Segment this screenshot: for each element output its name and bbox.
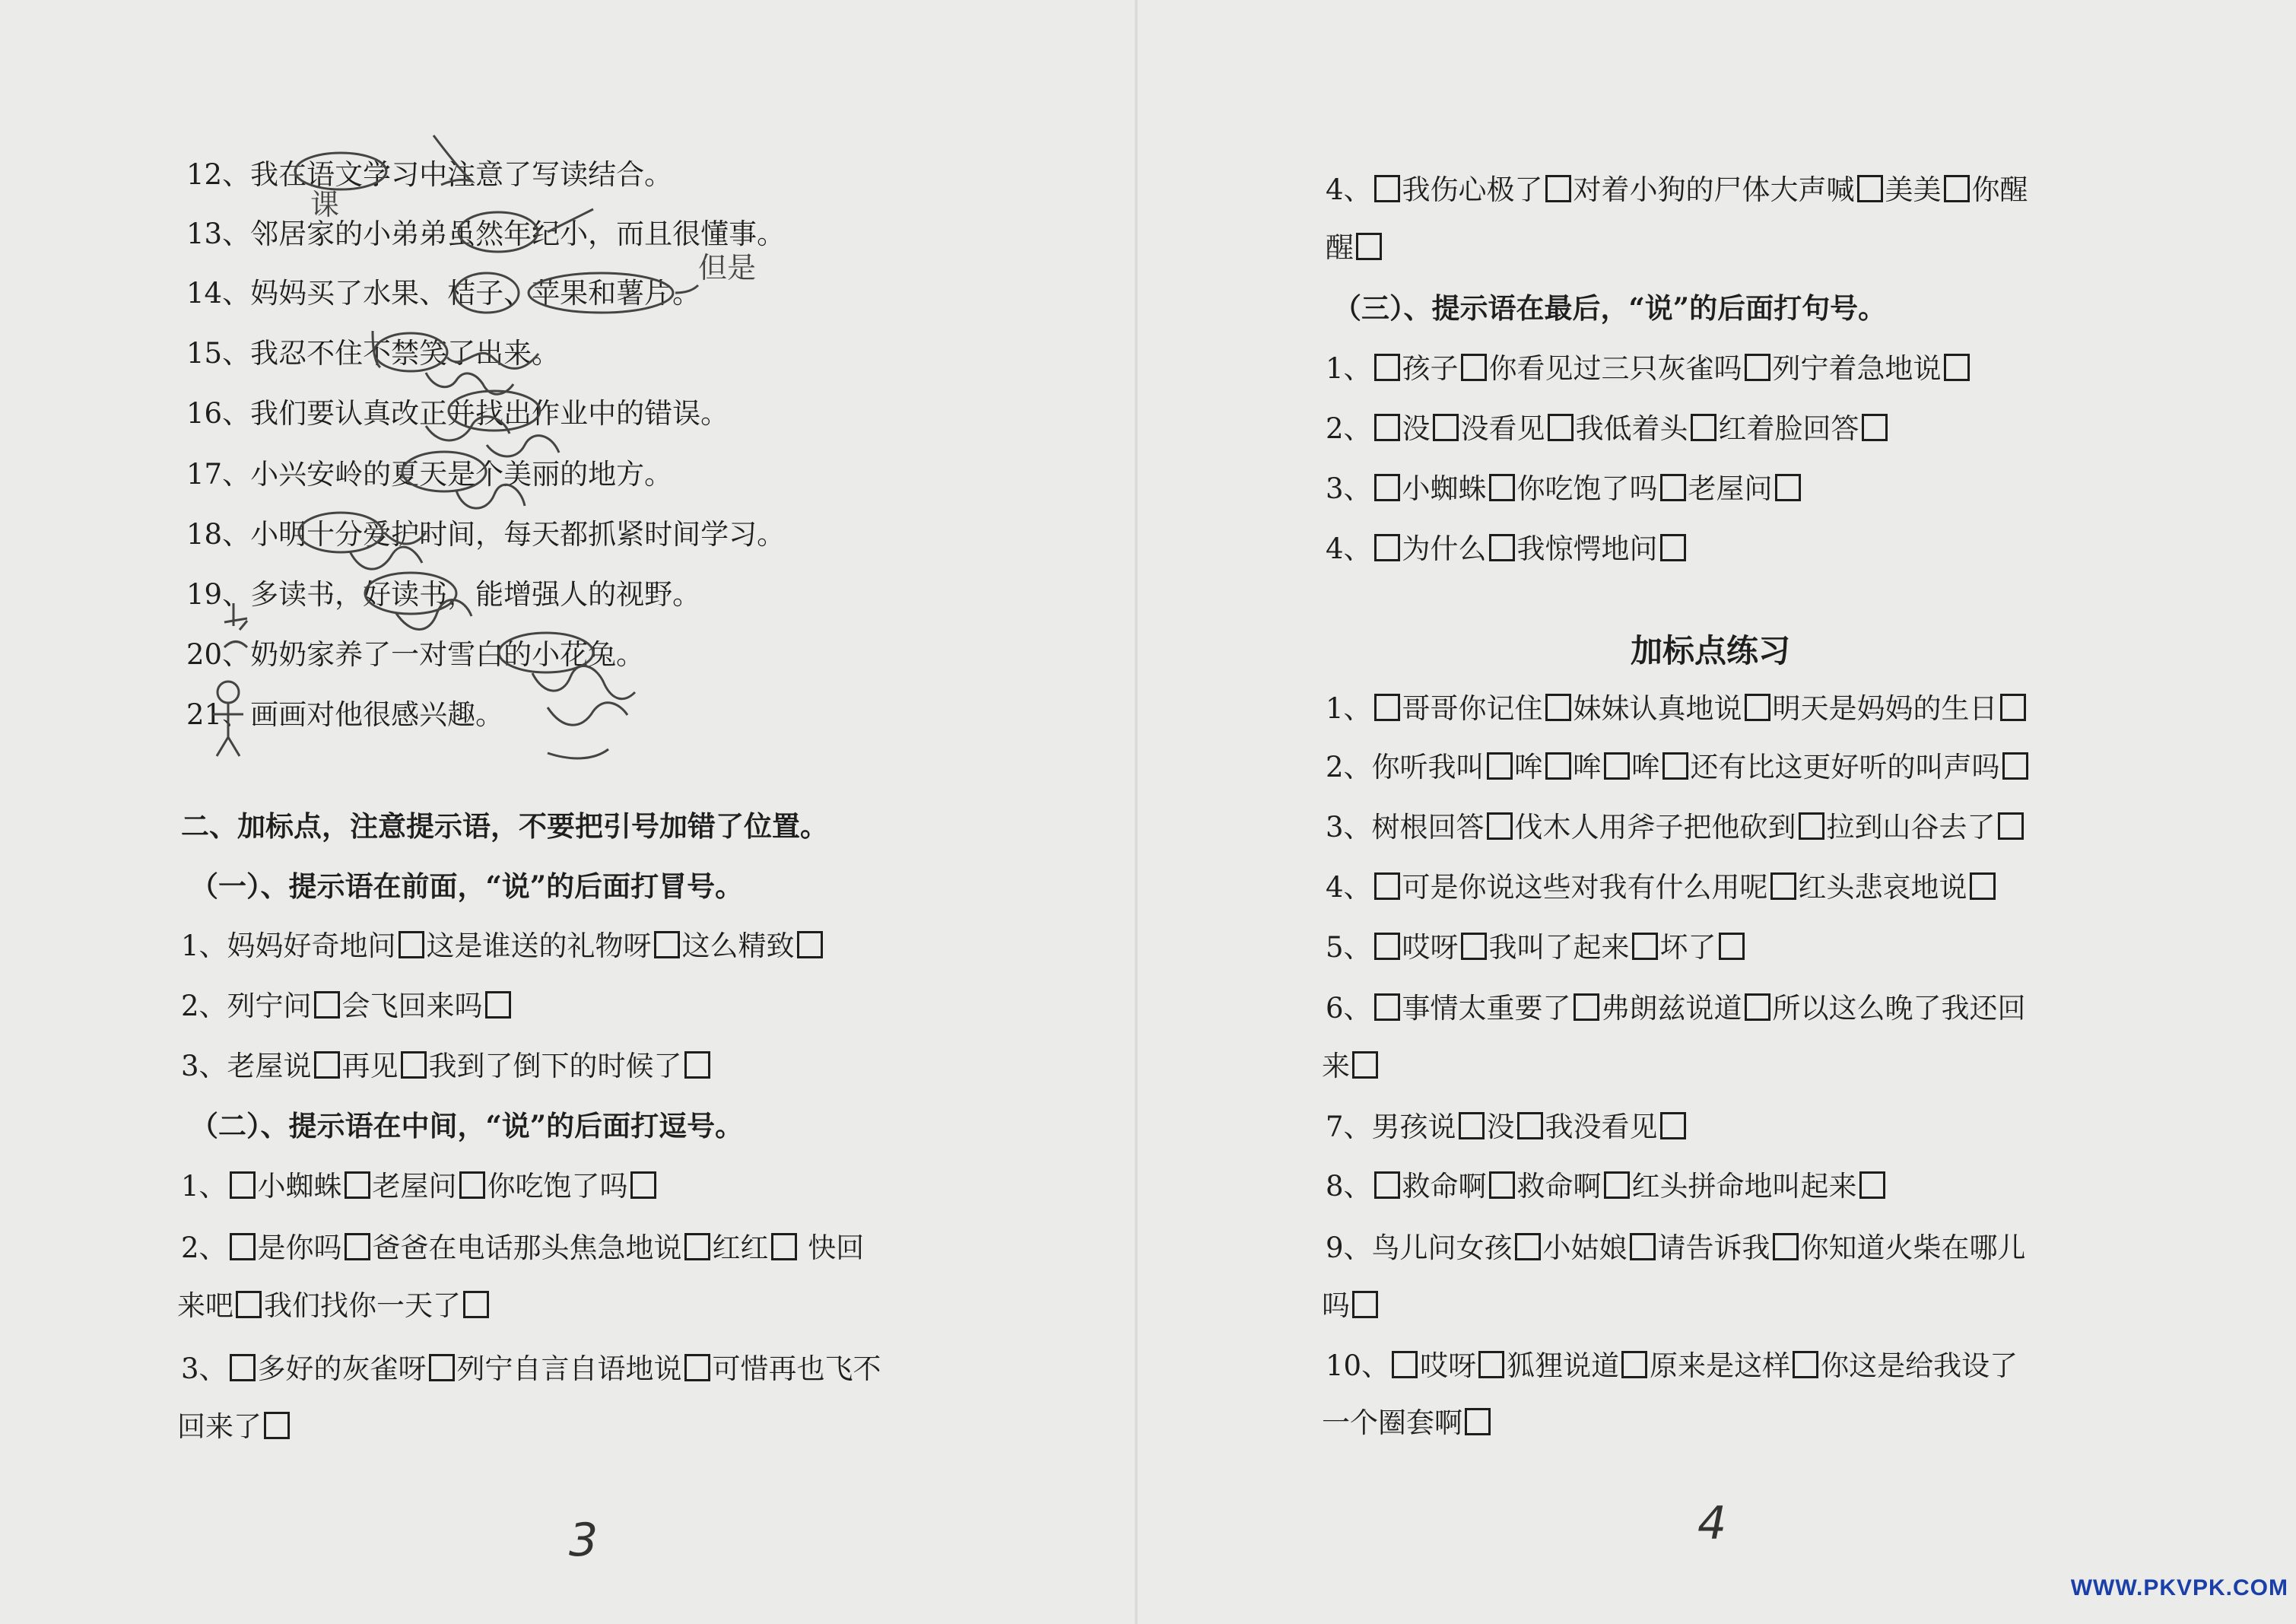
blank-box[interactable]	[1461, 354, 1487, 381]
blank-box[interactable]	[1775, 474, 1801, 501]
blank-box[interactable]	[797, 931, 823, 958]
blank-box[interactable]	[1459, 1112, 1485, 1139]
blank-box[interactable]	[684, 1051, 710, 1079]
blank-box[interactable]	[1465, 1408, 1491, 1435]
blank-box[interactable]	[1374, 175, 1400, 202]
practice-item-9: 9、鸟儿问女孩 小姑娘 请告诉我 你知道火柴在哪儿	[1326, 1232, 2026, 1264]
sentence-21: 21、画画对他很感兴趣。	[186, 698, 504, 731]
blank-box[interactable]	[1356, 233, 1382, 260]
sentence-14: 14、妈妈买了水果、桔子、苹果和薯片。	[186, 277, 701, 310]
blank-box[interactable]	[1489, 534, 1515, 561]
part-two-item-3: 3、 多好的灰雀呀 列宁自言自语地说 可惜再也飞不	[181, 1352, 881, 1385]
blank-box[interactable]	[345, 1233, 370, 1260]
blank-box[interactable]	[1489, 474, 1515, 501]
blank-box[interactable]	[654, 931, 680, 958]
practice-item-5: 5、 哎呀 我叫了起来 坏了	[1326, 930, 1747, 966]
blank-box[interactable]	[1660, 534, 1686, 561]
blank-box[interactable]	[1944, 354, 1970, 381]
blank-box[interactable]	[1545, 752, 1571, 780]
blank-box[interactable]	[1862, 414, 1888, 441]
blank-box[interactable]	[771, 1233, 797, 1260]
blank-box[interactable]	[1374, 354, 1400, 381]
blank-box[interactable]	[1660, 1112, 1686, 1139]
blank-box[interactable]	[1859, 1171, 1885, 1199]
part-three-title: （三）、提示语在最后，“说”的后面打句号。	[1333, 291, 1887, 325]
blank-box[interactable]	[463, 1291, 489, 1318]
left-page	[0, 0, 1133, 1624]
blank-box[interactable]	[1517, 1112, 1543, 1139]
blank-box[interactable]	[401, 1051, 427, 1079]
blank-box[interactable]	[1374, 993, 1400, 1021]
practice-item-3: 3、树根回答 伐木人用斧子把他砍到 拉到山谷去了	[1326, 809, 2026, 846]
part-three-item-2: 2、 没 没看见 我低着头 红着脸回答	[1326, 411, 1890, 447]
part-two-item-4: 4、 我伤心极了 对着小狗的尸体大声喊 美美 你醒	[1326, 173, 2028, 206]
blank-box[interactable]	[1374, 534, 1400, 561]
blank-box[interactable]	[399, 931, 424, 958]
blank-box[interactable]	[1487, 752, 1513, 780]
blank-box[interactable]	[1970, 872, 1996, 900]
part-two-item-2: 2、 是你吗 爸爸在电话那头焦急地说 红红 快回	[181, 1232, 865, 1264]
blank-box[interactable]	[1548, 414, 1574, 441]
sentence-19: 19、多读书，好读书，能增强人的视野。	[186, 578, 701, 611]
practice-item-9-cont: 吗	[1322, 1288, 1380, 1324]
blank-box[interactable]	[1604, 1171, 1630, 1199]
blank-box[interactable]	[429, 1354, 455, 1381]
part-three-item-3: 3、 小蜘蛛 你吃饱了吗 老屋问	[1326, 471, 1803, 507]
blank-box[interactable]	[1374, 474, 1400, 501]
blank-box[interactable]	[345, 1171, 370, 1199]
right-page	[1141, 0, 2296, 1624]
sentence-15: 15、我忍不住不禁笑了出来。	[186, 337, 561, 370]
blank-box[interactable]	[1478, 1351, 1504, 1378]
blank-box[interactable]	[264, 1412, 290, 1439]
blank-box[interactable]	[1719, 933, 1745, 960]
practice-item-8: 8、 救命啊 救命啊 红头拼命地叫起来	[1326, 1168, 1888, 1205]
blank-box[interactable]	[236, 1291, 262, 1318]
handwritten-correction-ke: 课	[310, 188, 340, 221]
sentence-17: 17、小兴安岭的夏天是个美丽的地方。	[186, 458, 673, 491]
blank-box[interactable]	[2000, 694, 2026, 721]
blank-box[interactable]	[1374, 1171, 1400, 1199]
blank-box[interactable]	[684, 1354, 710, 1381]
blank-box[interactable]	[1374, 872, 1400, 900]
blank-box[interactable]	[1745, 993, 1770, 1021]
sentence-13: 13、邻居家的小弟弟虽然年纪小，而且很懂事。	[186, 218, 786, 250]
part-three-item-4: 4、 为什么 我惊愕地问	[1326, 531, 1688, 567]
blank-box[interactable]	[1545, 694, 1571, 721]
blank-box[interactable]	[1793, 1351, 1818, 1378]
practice-item-4: 4、 可是你说这些对我有什么用呢 红头悲哀地说	[1326, 869, 1998, 906]
blank-box[interactable]	[1630, 1233, 1656, 1260]
practice-item-10: 10、 哎呀 狐狸说道 原来是这样 你这是给我设了	[1326, 1349, 2018, 1382]
blank-box[interactable]	[230, 1354, 256, 1381]
blank-box[interactable]	[1574, 993, 1599, 1021]
blank-box[interactable]	[2002, 752, 2028, 780]
blank-box[interactable]	[1392, 1351, 1418, 1378]
part-one-item-1: 1、妈妈好奇地问 这是谁送的礼物呀 这么精致	[181, 928, 825, 965]
practice-title: 加标点练习	[1631, 632, 1791, 669]
blank-box[interactable]	[630, 1171, 656, 1199]
blank-box[interactable]	[1374, 414, 1400, 441]
page-fold	[1135, 0, 1138, 1624]
blank-box[interactable]	[1632, 933, 1658, 960]
page-number-right: 4	[1697, 1497, 1727, 1550]
blank-box[interactable]	[1461, 933, 1487, 960]
practice-item-6-cont: 来	[1322, 1048, 1380, 1085]
blank-box[interactable]	[1944, 175, 1970, 202]
part-one-item-3: 3、老屋说 再见 我到了倒下的时候了	[181, 1048, 713, 1085]
practice-item-1: 1、 哥哥你记住 妹妹认真地说 明天是妈妈的生日	[1326, 691, 2028, 727]
practice-item-6: 6、 事情太重要了 弗朗兹说道 所以这么晚了我还回	[1326, 992, 2026, 1025]
blank-box[interactable]	[1745, 694, 1770, 721]
blank-box[interactable]	[314, 1051, 340, 1079]
practice-item-10-cont: 一个圈套啊	[1322, 1405, 1493, 1441]
part-two-item-3-cont: 回来了	[177, 1409, 292, 1445]
blank-box[interactable]	[1604, 752, 1630, 780]
sentence-20: 20、奶奶家养了一对雪白的小花兔。	[186, 638, 645, 671]
part-two-item-4-cont: 醒	[1326, 230, 1384, 266]
sentence-18: 18、小明十分爱护时间，每天都抓紧时间学习。	[186, 518, 786, 551]
blank-box[interactable]	[1998, 812, 2024, 840]
blank-box[interactable]	[1799, 812, 1824, 840]
practice-item-7: 7、男孩说 没 我没看见	[1326, 1109, 1688, 1146]
sentence-16: 16、我们要认真改正并找出作业中的错误。	[186, 397, 729, 430]
blank-box[interactable]	[1487, 812, 1513, 840]
blank-box[interactable]	[1352, 1051, 1378, 1079]
page-number-left: 3	[569, 1514, 599, 1567]
part-two-item-1: 1、 小蜘蛛 老屋问 你吃饱了吗	[181, 1168, 659, 1205]
blank-box[interactable]	[1621, 1351, 1647, 1378]
blank-box[interactable]	[485, 991, 511, 1019]
blank-box[interactable]	[1770, 872, 1796, 900]
blank-box[interactable]	[1352, 1291, 1378, 1318]
blank-box[interactable]	[1374, 933, 1400, 960]
blank-box[interactable]	[1489, 1171, 1515, 1199]
blank-box[interactable]	[230, 1233, 256, 1260]
blank-box[interactable]	[1857, 175, 1883, 202]
blank-box[interactable]	[1773, 1233, 1799, 1260]
watermark: WWW.PKVPK.COM	[2070, 1575, 2288, 1600]
part-one-title: （一）、提示语在前面，“说”的后面打冒号。	[190, 869, 744, 903]
blank-box[interactable]	[1691, 414, 1716, 441]
part-one-item-2: 2、列宁问 会飞回来吗	[181, 988, 513, 1025]
part-three-item-1: 1、 孩子 你看见过三只灰雀吗 列宁着急地说	[1326, 351, 1972, 387]
blank-box[interactable]	[1374, 694, 1400, 721]
blank-box[interactable]	[684, 1233, 710, 1260]
blank-box[interactable]	[1745, 354, 1770, 381]
section-two-title: 二、加标点，注意提示语，不要把引号加错了位置。	[181, 809, 828, 843]
blank-box[interactable]	[1660, 474, 1686, 501]
blank-box[interactable]	[314, 991, 340, 1019]
blank-box[interactable]	[459, 1171, 485, 1199]
blank-box[interactable]	[1545, 175, 1571, 202]
blank-box[interactable]	[1662, 752, 1688, 780]
part-two-item-2-cont: 来吧 我们找你一天了	[177, 1288, 491, 1324]
blank-box[interactable]	[1515, 1233, 1541, 1260]
part-two-title: （二）、提示语在中间，“说”的后面打逗号。	[190, 1109, 744, 1143]
handwritten-correction-danshi: 但是	[698, 251, 757, 284]
practice-item-2: 2、你听我叫 哞 哞 哞 还有比这更好听的叫声吗	[1326, 749, 2031, 786]
blank-box[interactable]	[1433, 414, 1459, 441]
blank-box[interactable]	[230, 1171, 256, 1199]
sentence-12: 12、我在语文学习中注意了写读结合。	[186, 158, 673, 191]
